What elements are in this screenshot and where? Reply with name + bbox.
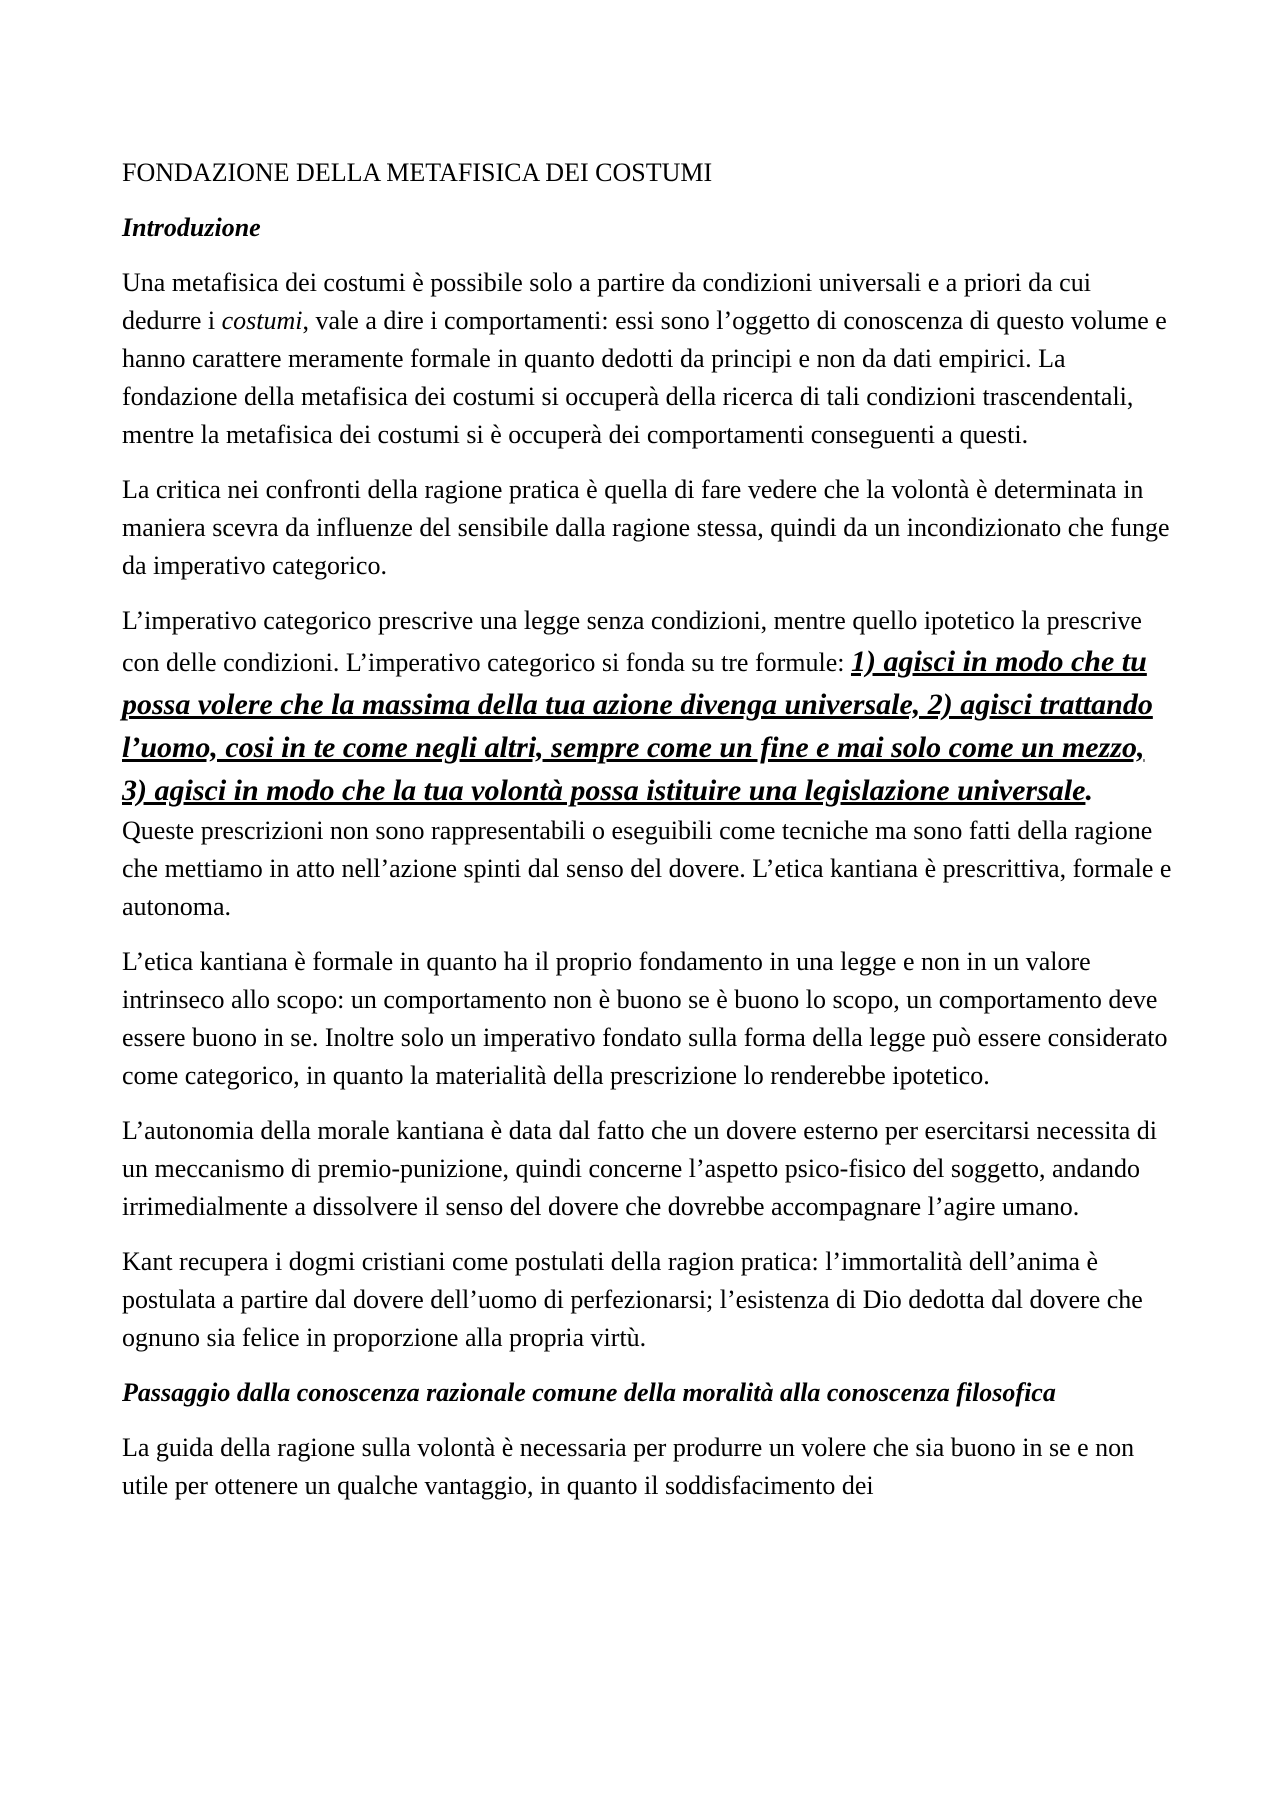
paragraph-7: La guida della ragione sulla volontà è necessaria per produrre un volere che sia buono in se e non utile per ottenere un qualche vantaggio, in quanto il soddisfacimento dei <box>122 1433 1135 1500</box>
paragraph-1-italic-term: costumi <box>221 306 303 335</box>
paragraph-3-intro: L’imperativo categorico prescrive una legge senza condizioni, mentre quello ipotetico la prescrive con delle condizioni. L’imperativo categorico si fonda su tre formule: <box>122 606 1142 677</box>
paragraph-1-text-a: Una metafisica dei costumi è possibile solo a partire da condizioni universali e a priori da cui dedurre i <box>122 268 1091 335</box>
paragraph-4: L’etica kantiana è formale in quanto ha il proprio fondamento in una legge e non in un valore intrinseco allo scopo: un comportamento non è buono se è buono lo scopo, un comportamento deve essere buono in se. Inoltre solo un imperativo fondato sulla forma della legge può essere considerato come categorico, in quanto la materialità della prescrizione lo renderebbe ipotetico. <box>122 947 1168 1090</box>
document-page <box>122 154 1172 1522</box>
document-title: FONDAZIONE DELLA METAFISICA DEI COSTUMI <box>122 158 713 187</box>
paragraph-1 <box>122 264 1172 454</box>
paragraph-2: La critica nei confronti della ragione pratica è quella di fare vedere che la volontà è determinata in maniera scevra da influenze del sensibile dalla ragione stessa, quindi da un incondizionato che funge da imperativo categorico. <box>122 475 1170 580</box>
paragraph-1-text-b: , vale a dire i comportamenti: essi sono l’oggetto di conoscenza di questo volume e hanno carattere meramente formale in quanto dedotti da principi e non da dati empirici. La fondazione della metafisica dei costumi si occuperà della ricerca di tali condizioni trascendentali, mentre la metafisica dei costumi si è occuperà dei comportamenti conseguenti a questi. <box>122 306 1167 449</box>
section-heading-introduzione: Introduzione <box>122 213 261 242</box>
paragraph-3-continuation: Queste prescrizioni non sono rappresentabili o eseguibili come tecniche ma sono fatti della ragione che mettiamo in atto nell’azione spinti dal senso del dovere. L’etica kantiana è prescrittiva, formale e autonoma. <box>122 816 1172 921</box>
paragraph-3-period: . <box>1085 774 1093 807</box>
paragraph-3 <box>122 602 1172 812</box>
paragraph-5: L’autonomia della morale kantiana è data dal fatto che un dovere esterno per esercitarsi necessita di un meccanismo di premio-punizione, quindi concerne l’aspetto psico-fisico del soggetto, andando irrimedialmente a dissolvere il senso del dovere che dovrebbe accompagnare l’agire umano. <box>122 1116 1157 1221</box>
section-heading-passaggio: Passaggio dalla conoscenza razionale comune della moralità alla conoscenza filosofica <box>122 1378 1056 1407</box>
paragraph-3-formulas: 1) agisci in modo che tu possa volere che la massima della tua azione divenga universale, 2) agisci trattando l’uomo, cosi in te come negli altri, sempre come un fine e mai solo come un mezzo, 3) agisci in modo che la tua volontà possa istituire una legislazione universale <box>122 645 1153 807</box>
paragraph-6: Kant recupera i dogmi cristiani come postulati della ragion pratica: l’immortalità dell’anima è postulata a partire dal dovere dell’uomo di perfezionarsi; l’esistenza di Dio dedotta dal dovere che ognuno sia felice in proporzione alla propria virtù. <box>122 1247 1143 1352</box>
